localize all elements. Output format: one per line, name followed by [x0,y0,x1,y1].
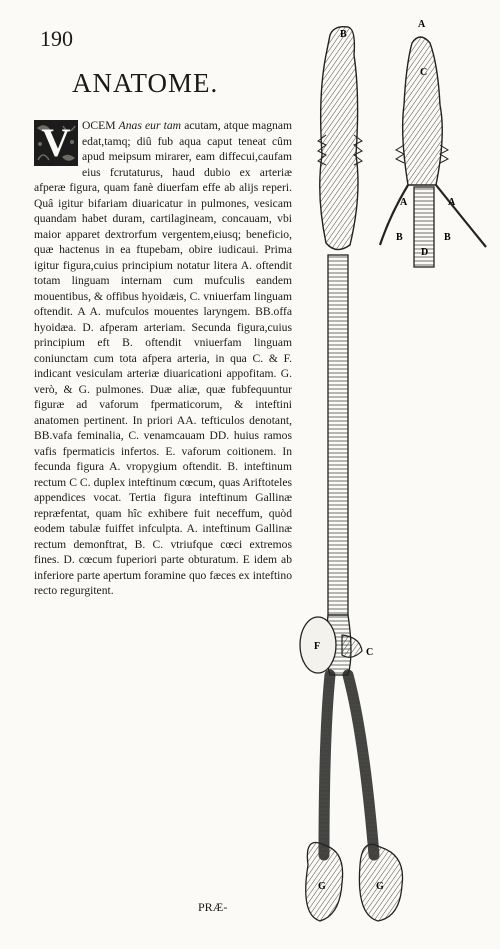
catchword: PRÆ- [198,900,228,914]
label-lung-left: G [318,881,326,892]
label-fig2-a-left: A [400,197,408,208]
first-line-text: OCEM [82,119,119,132]
label-lung-right: G [376,881,384,892]
label-fig2-a-right: A [448,197,456,208]
label-fig2-d: D [421,247,429,258]
anatomical-figures [290,15,500,945]
dropcap-letter: V [41,120,71,165]
windpipe-upper [328,255,348,615]
figure-tongue-windpipe [300,27,403,921]
label-fig2-b-right: B [444,232,451,243]
first-line-italic: Anas eur tam [118,119,182,132]
text-column [34,118,292,599]
label-fig2-a: A [418,19,426,30]
decorated-initial [34,120,78,166]
tongue-upper [403,37,443,185]
body-text: acutam, atque magnam edat,tamq; diû fub aqua caput teneat cûm apud meipsum mirarer, eam diffecui,caufam eius fcrutaturus, haud dubio ex arteriæ afperæ figura, quam fanè diuerfam effe ab alijs reperi. Quâ igitur bifariam diuaricatur in pulmones, vesicam quandam habet duram, cartilagineam, concauam, vbi maior apparet dextrorfum vergentem,eiusq; beneficio, quæ hactenus in ea ftupebam, obire iudicaui. Prima igitur figura,cuius principium notatur litera A. oftendit totam linguam internam cum mufculis eandem mouentibus, & offibus hyoidæis, C. vniuerfam linguam oftendit. A A. mufculos mouentes laryngem. BB.offa hyoidæa. D. afperam arteriam. Secunda figura,cuius principium eft B. oftendit vniuerfam linguam coniunctam cum tota afpera arteria, in qua C. & F. indicant vesiculam arteriæ diuaricationi appofitam. G. verò, & G. pulmones. Duæ aliæ, quæ fubfequuntur figuræ ad vaforum fpermaticorum, & inteftini anatomen pertinent. In priori AA. tefticulos denotant, BB.vafa feminalia, C. venamcauam DD. huius ramos vafis fpermaticis infertos. E. vaforum coitionem. In fecunda figura A. vropygium oftendit. B. inteftinum rectum C C. duplex inteftinum cœcum, quas Ariftoteles appendices vocat. Tertia figura inteftinum Gallinæ repræfentat, quam hîc exhibere fuit neceffum, quòd eodem tabulæ fuiffet infculpta. A. inteftinum Gallinæ rectum demonftrat, B. C. vtriufque cœci extremos fines. D. cœcum fuperiori parte obturatum. E idem ab inferiore parte apertum foramine quo fæces ex inteftino recto regurgitent. [34,119,292,597]
running-head: ANATOME. [72,68,219,98]
vesicle-c [342,635,362,657]
label-fig2-c: C [420,67,428,78]
label-fig2-b-left: B [396,232,403,243]
engraving-illustration [290,15,500,945]
label-ball-f: F [314,641,321,652]
page-number: 190 [40,26,73,51]
label-vesicle-c: C [366,647,374,658]
label-fig1-b: B [340,29,347,40]
tongue-shape [320,27,358,250]
hyoid-bone-left [380,185,408,245]
body-paragraph [34,118,292,599]
